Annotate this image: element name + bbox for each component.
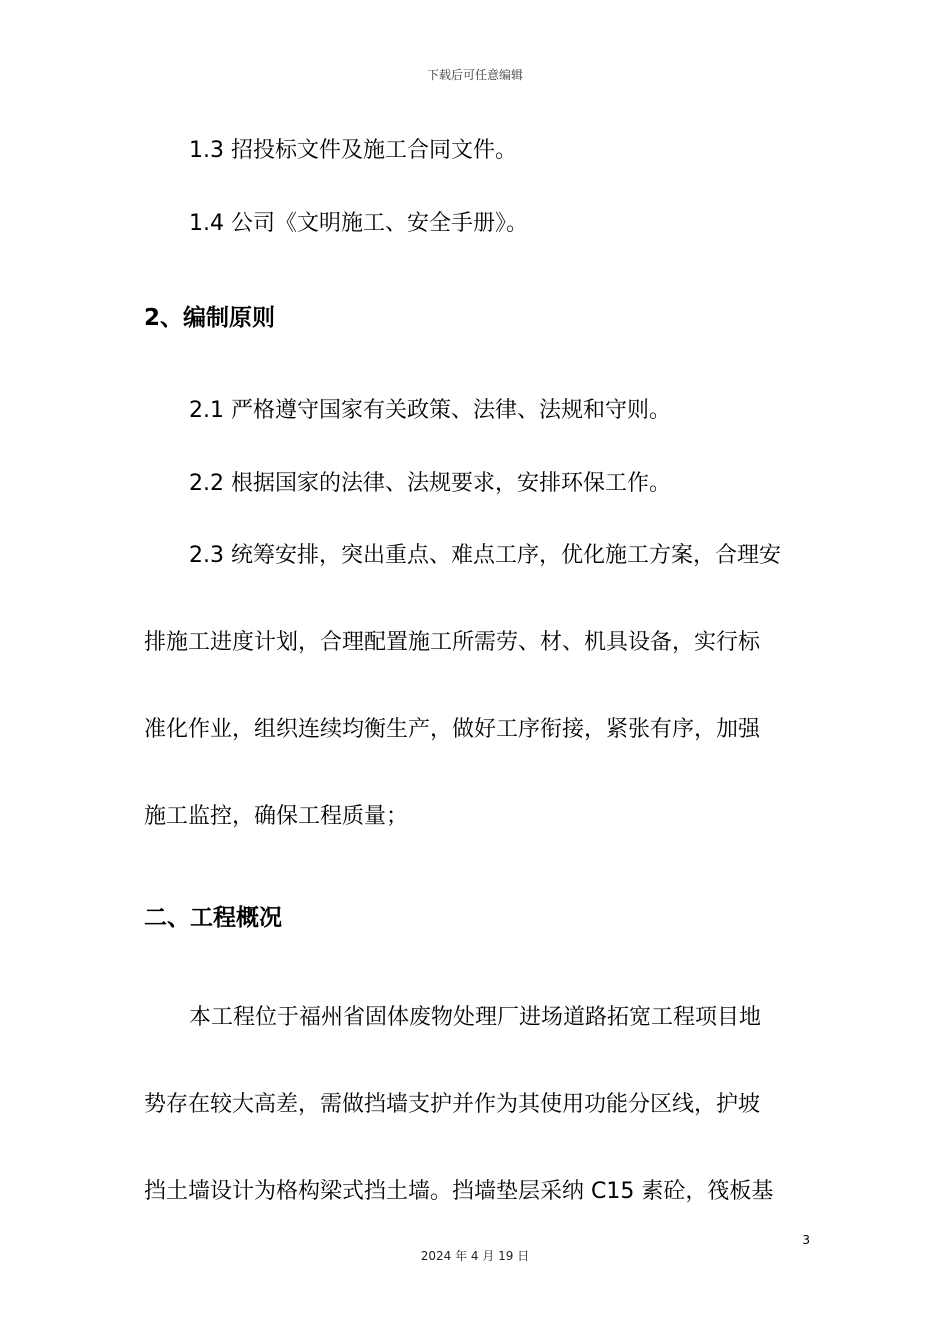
paragraph-overview-line1: 本工程位于福州省固体废物处理厂进场道路拓宽工程项目地 (189, 1005, 762, 1030)
paragraph-overview-line2: 势存在较大高差，需做挡墙支护并作为其使用功能分区线，护坡 (144, 1092, 761, 1117)
page-footer-date: 2024 年 4 月 19 日 (420, 1249, 530, 1263)
paragraph-overview-line3: 挡土墙设计为格构梁式挡土墙。挡墙垫层采纳 C15 素砼，筏板基 (144, 1179, 774, 1204)
section-heading-overview: 二、工程概况 (144, 905, 282, 931)
paragraph-2-3-line1: 2.3 统筹安排，突出重点、难点工序，优化施工方案，合理安 (189, 543, 781, 568)
section-heading-principles: 2、编制原则 (144, 305, 276, 331)
page-header: 下载后可任意编辑 (426, 68, 523, 82)
paragraph-2-2: 2.2 根据国家的法律、法规要求，安排环保工作。 (189, 471, 671, 496)
paragraph-2-3-line3: 准化作业，组织连续均衡生产，做好工序衔接，紧张有序，加强 (144, 717, 761, 742)
paragraph-2-3-line2: 排施工进度计划，合理配置施工所需劳、材、机具设备，实行标 (144, 630, 761, 655)
paragraph-2-3-line4: 施工监控，确保工程质量； (144, 804, 409, 829)
page-number: 3 (802, 1233, 810, 1247)
paragraph-1-4: 1.4 公司《文明施工、安全手册》。 (189, 211, 528, 236)
paragraph-2-1: 2.1 严格遵守国家有关政策、法律、法规和守则。 (189, 398, 671, 423)
paragraph-1-3: 1.3 招投标文件及施工合同文件。 (189, 138, 517, 163)
